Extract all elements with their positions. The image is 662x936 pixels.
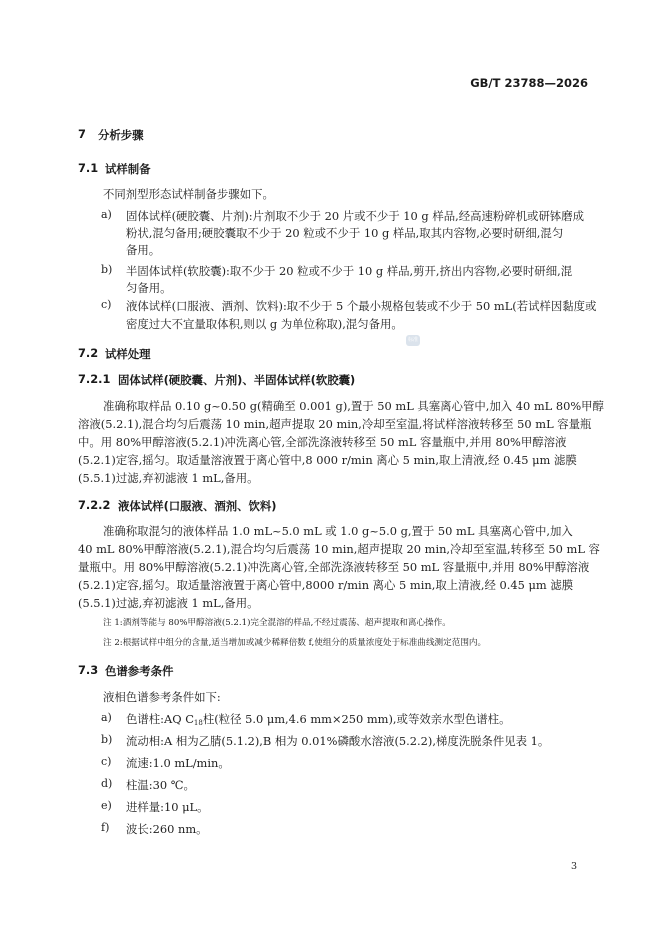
list-marker: a) [101, 208, 112, 221]
column-spec: 柱(粒径 5.0 μm,4.6 mm×250 mm),或等效亲水型色谱柱。 [202, 712, 511, 726]
list-marker: b) [101, 733, 113, 746]
paragraph-line: 中。用 80%甲醇溶液(5.2.1)冲洗离心管,全部洗涤液转移至 50 mL 容量瓶中,并用 80%甲醇溶液 [78, 435, 567, 449]
standard-number: GB/T 23788—2026 [470, 76, 588, 90]
section-number: 7 [78, 127, 86, 141]
section-title: 试样处理 [105, 347, 151, 361]
paragraph-line: (5.2.1)定容,摇匀。取适量溶液置于离心管中,8 000 r/min 离心 5 min,取上清液,经 0.45 μm 滤膜 [78, 453, 577, 467]
paragraph-line: (5.5.1)过滤,弃初滤液 1 mL,备用。 [78, 596, 259, 610]
list-marker: f) [101, 821, 110, 834]
subscript: 18 [193, 719, 203, 727]
column-label: 色谱柱:AQ C [126, 712, 194, 726]
list-item-text: 柱温:30 ℃。 [126, 778, 195, 792]
list-item-line: 备用。 [126, 243, 161, 257]
list-marker: d) [101, 777, 113, 790]
section-number: 7.3 [78, 663, 99, 677]
section-number: 7.2 [78, 346, 99, 360]
section-title: 液体试样(口服液、酒剂、饮料) [118, 499, 277, 513]
paragraph-line: 量瓶中。用 80%甲醇溶液(5.2.1)冲洗离心管,全部洗涤液转移至 50 mL 容量瓶中,并用 80%甲醇溶液 [78, 560, 590, 574]
list-item-text: 波长:260 nm。 [126, 822, 208, 836]
section-number: 7.1 [78, 161, 99, 175]
list-item-text: 进样量:10 μL。 [126, 800, 209, 814]
list-marker: e) [101, 799, 112, 812]
section-title: 固体试样(硬胶囊、片剂)、半固体试样(软胶囊) [118, 373, 356, 387]
list-item-line: 固体试样(硬胶囊、片剂):片剂取不少于 20 片或不少于 10 g 样品,经高速粉碎机或研钵磨成 [126, 209, 585, 223]
note-2: 注 2:根据试样中组分的含量,适当增加或减少稀释倍数 f,使组分的质量浓度处于标准曲线测定范围内。 [103, 638, 487, 648]
list-marker: c) [101, 298, 112, 311]
list-item-text: 流速:1.0 mL/min。 [126, 756, 230, 770]
list-item-line: 密度过大不宜量取体积,则以 g 为单位称取),混匀备用。 [126, 317, 403, 331]
section-title: 分析步骤 [98, 128, 144, 142]
section-number: 7.2.2 [78, 498, 111, 512]
section-title: 色谱参考条件 [105, 664, 174, 678]
section-number: 7.2.1 [78, 372, 111, 386]
paragraph: 不同剂型形态试样制备步骤如下。 [103, 187, 274, 201]
list-marker: b) [101, 263, 113, 276]
list-marker: c) [101, 755, 112, 768]
paragraph-line: (5.5.1)过滤,弃初滤液 1 mL,备用。 [78, 471, 259, 485]
page-number: 3 [571, 861, 578, 872]
note-1: 注 1:酒剂等能与 80%甲醇溶液(5.2.1)完全混溶的样品,不经过震荡、超声提取和离心操作。 [103, 618, 451, 628]
watermark-logo: 标准 [406, 335, 420, 346]
list-item-text: 流动相:A 相为乙腈(5.1.2),B 相为 0.01%磷酸水溶液(5.2.2),梯度洗脱条件见表 1。 [126, 734, 550, 748]
paragraph: 液相色谱参考条件如下: [103, 690, 221, 704]
list-item-line: 匀备用。 [126, 281, 172, 295]
list-item-line: 粉状,混匀备用;硬胶囊取不少于 20 粒或不少于 10 g 样品,取其内容物,必要时研细,混匀 [126, 226, 564, 240]
list-marker: a) [101, 711, 112, 724]
list-item-line: 半固体试样(软胶囊):取不少于 20 粒或不少于 10 g 样品,剪开,挤出内容物,必要时研细,混 [126, 264, 573, 278]
list-item-text [126, 711, 510, 727]
section-title: 试样制备 [105, 162, 151, 176]
paragraph-line: (5.2.1)定容,摇匀。取适量溶液置于离心管中,8000 r/min 离心 5 min,取上清液,经 0.45 μm 滤膜 [78, 578, 574, 592]
paragraph-line: 溶液(5.2.1),混合均匀后震荡 10 min,超声提取 20 min,冷却至室温,将试样溶液转移至 50 mL 容量瓶 [78, 417, 592, 431]
list-item-line: 液体试样(口服液、酒剂、饮料):取不少于 5 个最小规格包装或不少于 50 mL(若试样因黏度或 [126, 299, 597, 313]
paragraph-line: 40 mL 80%甲醇溶液(5.2.1),混合均匀后震荡 10 min,超声提取 20 min,冷却至室温,转移至 50 mL 容 [78, 542, 600, 556]
paragraph-line: 准确称取样品 0.10 g~0.50 g(精确至 0.001 g),置于 50 mL 具塞离心管中,加入 40 mL 80%甲醇 [103, 399, 604, 413]
paragraph-line: 准确称取混匀的液体样品 1.0 mL~5.0 mL 或 1.0 g~5.0 g,置于 50 mL 具塞离心管中,加入 [103, 524, 573, 538]
